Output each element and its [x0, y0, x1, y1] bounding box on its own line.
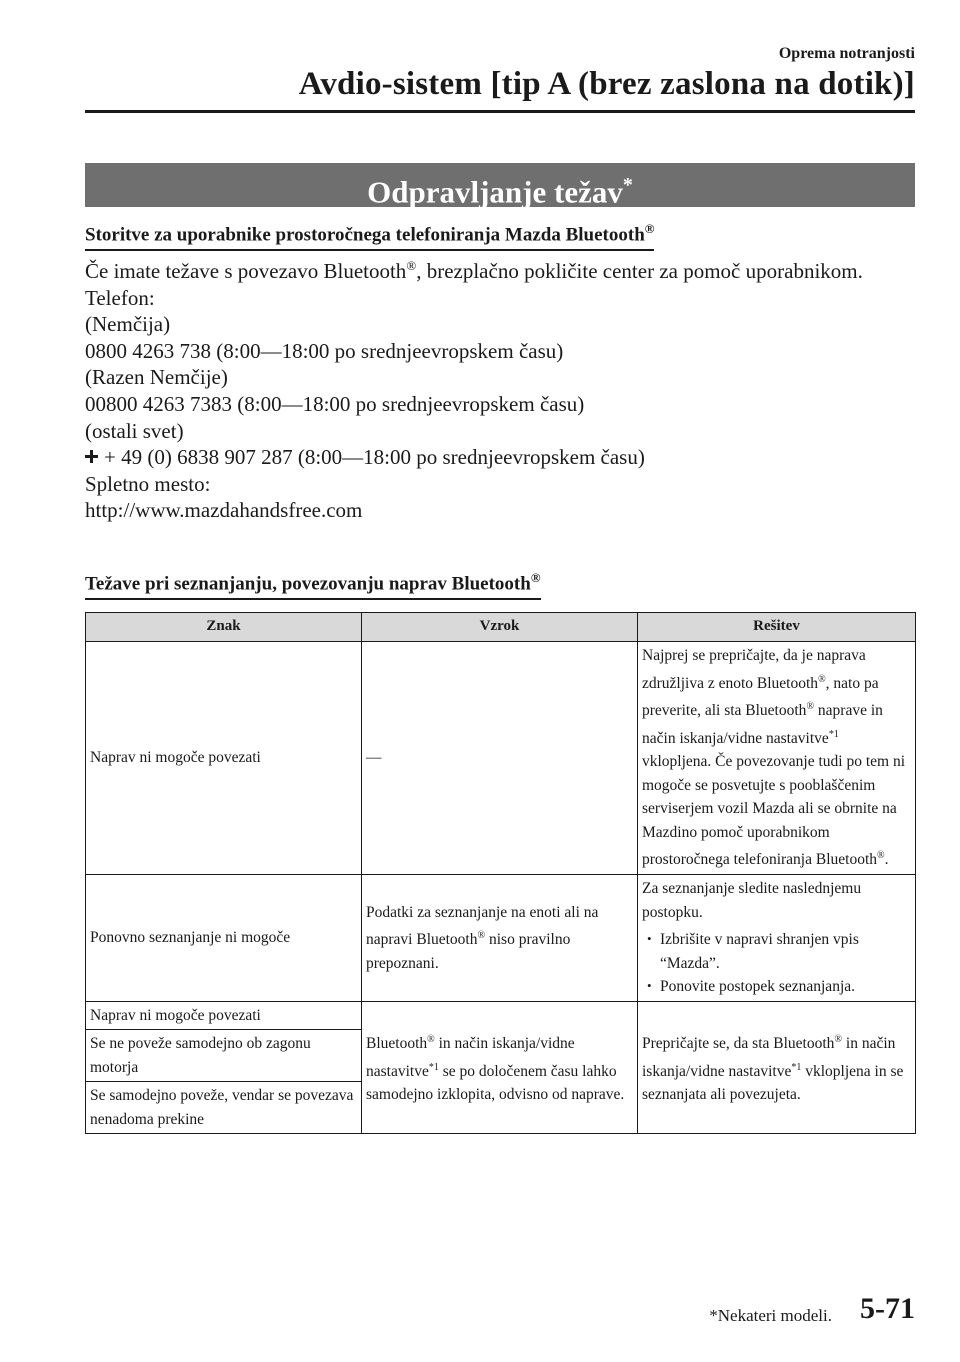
germany-label: (Nemčija): [85, 312, 171, 337]
plus-icon: [85, 450, 98, 463]
text: vklopljena in se seznanjata ali povezujeta.: [642, 1062, 904, 1104]
list-item: • Izbrišite v napravi shranjen vpis “Mazda”.: [642, 928, 911, 975]
troubleshooting-table: [85, 612, 916, 1134]
web-label: Spletno mesto:: [85, 471, 211, 496]
footnote-ref: *1: [828, 728, 839, 740]
section-heading-pairing: [85, 570, 541, 600]
col-header-cause: Vzrok: [362, 613, 638, 642]
registered-mark: ®: [477, 930, 486, 942]
banner-asterisk: *: [622, 174, 633, 196]
contact-info: [85, 253, 905, 524]
registered-mark: ®: [406, 258, 417, 273]
text: Prepričajte se, da sta Bluetooth: [642, 1035, 835, 1053]
registered-mark: ®: [877, 850, 885, 862]
topic-banner: [85, 163, 915, 210]
cell-cause: [362, 1001, 638, 1134]
page-number: 5-71: [860, 1292, 915, 1325]
text: , nato pa preverite, ali sta Bluetooth: [642, 674, 879, 720]
text: se po določenem času lahko samodejno izklopita, odvisno od naprave.: [366, 1062, 625, 1104]
table-row: [86, 1001, 916, 1030]
list-item: • Ponovite postopek seznanjanja.: [642, 975, 911, 999]
registered-mark: ®: [818, 673, 826, 685]
registered-mark: ®: [427, 1033, 435, 1045]
text: vklopljena. Če povezovanje tudi po tem ni mogoče se posvetujte s pooblaščenim serviserjem vozil Mazda ali se obrnite na Mazdino pomoč uporabnikom prostoročnega telefoniranja Bluetooth: [642, 753, 906, 869]
world-label: (ostali svet): [85, 418, 184, 443]
registered-mark: ®: [530, 570, 541, 585]
col-header-solution: Rešitev: [638, 613, 916, 642]
text: Najprej se prepričajte, da je naprava združljiva z enoto Bluetooth: [642, 647, 866, 692]
cell-sign: Se samodejno poveže, vendar se povezava nenadoma prekine: [86, 1082, 362, 1134]
web-url[interactable]: http://www.mazdahandsfree.com: [85, 498, 363, 523]
table-header-row: [86, 613, 916, 642]
cell-solution: [638, 1001, 916, 1134]
cell-solution: [638, 875, 916, 1002]
solution-intro: Za seznanjanje sledite naslednjemu postopku.: [642, 880, 862, 921]
table-row: [86, 642, 916, 875]
col-header-sign: Znak: [86, 613, 362, 642]
text: naprave in način iskanja/vidne nastavitve: [642, 702, 883, 747]
section-heading-text: Težave pri seznanjanju, povezovanju naprav Bluetooth: [85, 573, 531, 595]
registered-mark: ®: [644, 221, 655, 236]
intro-text: Če imate težave s povezavo Bluetooth: [85, 259, 407, 283]
footnote-ref: *1: [428, 1061, 439, 1073]
section-header: Oprema notranjosti: [778, 45, 915, 62]
world-number: + 49 (0) 6838 907 287 (8:00—18:00 po srednjeevropskem času): [104, 445, 645, 470]
intro-text-end: , brezplačno pokličite center za pomoč uporabnikom.: [416, 259, 863, 283]
footnote: *Nekateri modeli.: [709, 1306, 832, 1325]
header-divider: [85, 110, 915, 113]
text: Bluetooth: [366, 1035, 428, 1053]
cell-cause: [362, 875, 638, 1002]
outside-germany-number: 00800 4263 7383 (8:00—18:00 po srednjeevropskem času): [85, 391, 585, 416]
text: Podatki za seznanjanje na enoti ali na napravi Bluetooth: [366, 903, 599, 949]
solution-steps: [642, 928, 911, 999]
chapter-title: Avdio-sistem [tip A (brez zaslona na dotik)]: [298, 66, 915, 102]
phone-label: Telefon:: [85, 285, 155, 310]
section-heading-text: Storitve za uporabnike prostoročnega telefoniranja Mazda Bluetooth: [85, 224, 645, 246]
germany-number: 0800 4263 738 (8:00—18:00 po srednjeevropskem času): [85, 338, 564, 363]
world-number-line: [85, 444, 905, 471]
cell-sign: Naprav ni mogoče povezati: [86, 642, 362, 875]
intro-paragraph: [85, 253, 905, 285]
section-heading-services: [85, 221, 654, 251]
cell-sign: Se ne poveže samodejno ob zagonu motorja: [86, 1030, 362, 1082]
cell-sign: Naprav ni mogoče povezati: [86, 1001, 362, 1030]
text: in način iskanja/vidne nastavitve: [642, 1035, 896, 1080]
text: .: [884, 851, 889, 869]
registered-mark: ®: [806, 701, 815, 713]
cell-solution: [638, 642, 916, 875]
text: niso pravilno prepoznani.: [366, 931, 571, 972]
outside-germany-label: (Razen Nemčije): [85, 365, 228, 390]
registered-mark: ®: [834, 1033, 843, 1045]
footnote-ref: *1: [791, 1061, 802, 1073]
table-row: [86, 875, 916, 1002]
cell-cause: —: [362, 642, 638, 875]
text: in način iskanja/vidne nastavitve: [366, 1035, 575, 1080]
banner-title: Odpravljanje težav: [367, 174, 623, 210]
cell-sign: Ponovno seznanjanje ni mogoče: [86, 875, 362, 1002]
